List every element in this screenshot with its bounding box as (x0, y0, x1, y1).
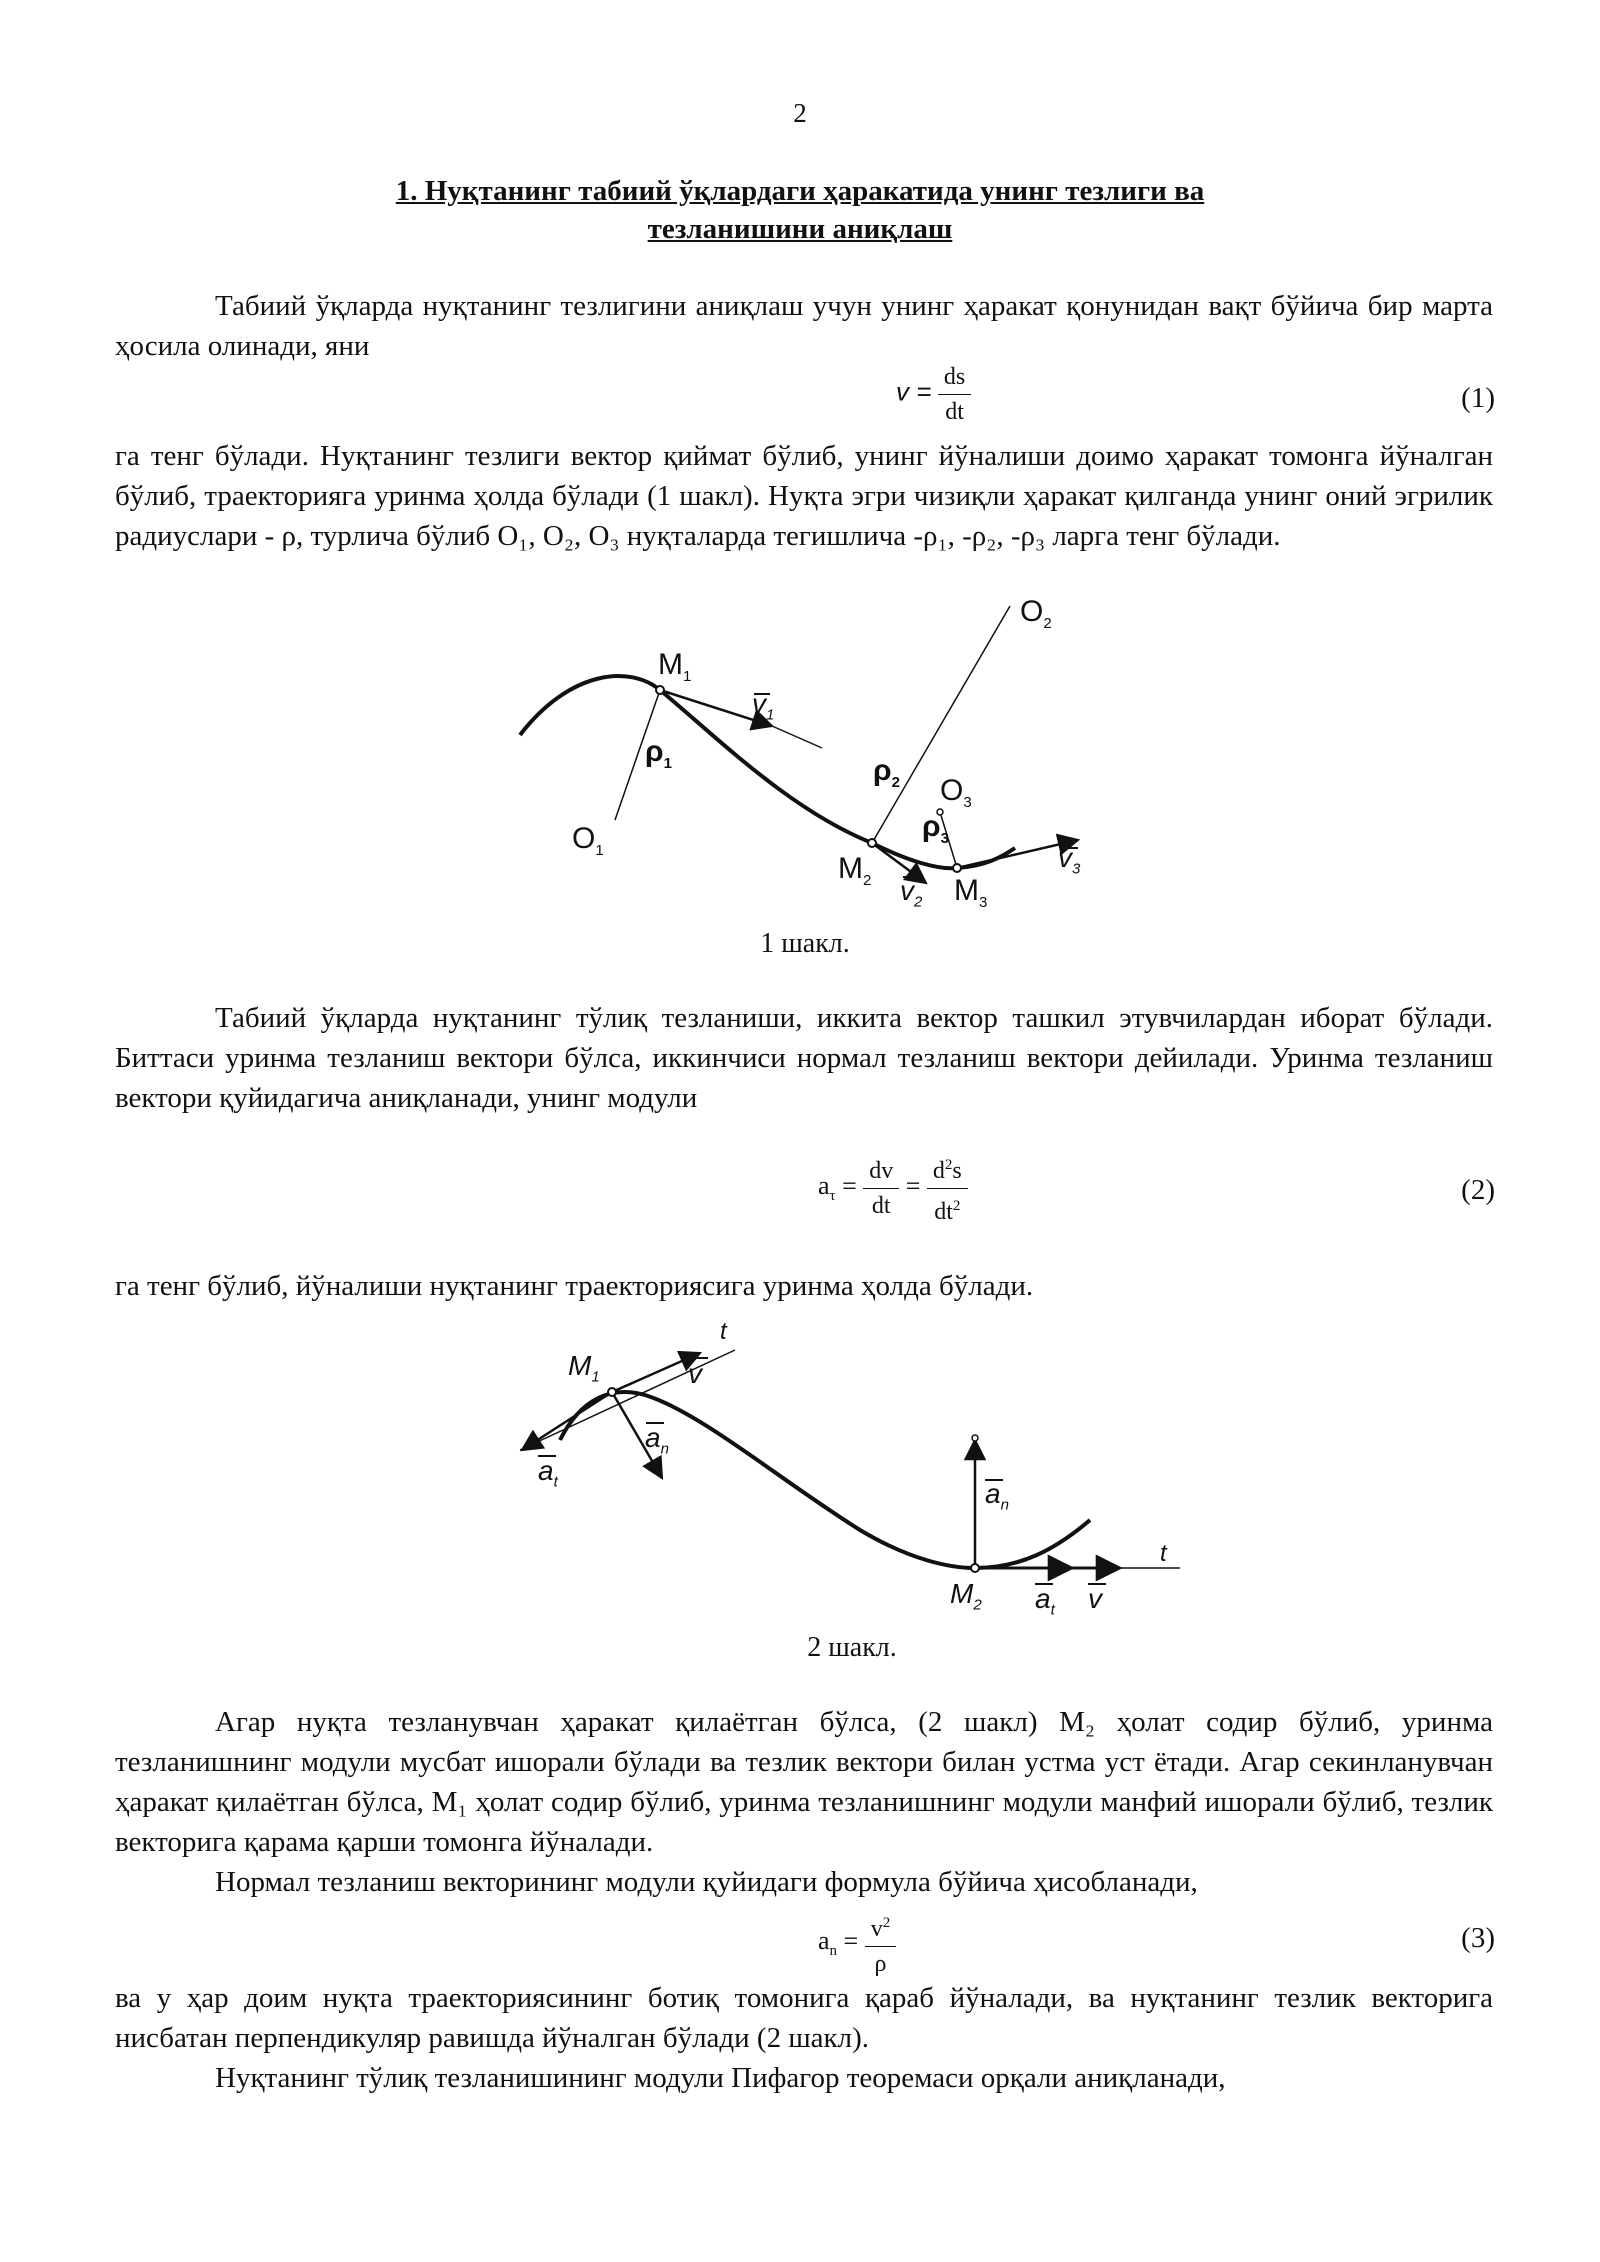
fig2-label-at-right: $a_t$ (1035, 1583, 1055, 1619)
paragraph-8: Нуқтанинг тўлиқ тезланишининг модули Пифагор теоремаси орқали аниқланади, (215, 2062, 1226, 2094)
fig2-M2-point (971, 1564, 979, 1572)
fig1-label-v3: $v_3$ (1058, 842, 1081, 878)
paragraph-5: Агар нуқта тезланувчан ҳаракат қилаётган бўлса, (2 шакл) M₂ ҳолат содир бўлиб, уринма тезланишнинг модули мусбат ишорали бўлади ва тезлик вектори билан устма уст ётади. Агар секинланувчан ҳаракат қилаётган бўлса, M₁ ҳолат содир бўлиб, уринма тезланишнинг модули манфий ишорали бўлиб, тезлик векторига қарама қарши томонга йўналади. (115, 1706, 1493, 1858)
eq2-denominator-1: dt (871, 1193, 891, 1219)
fig1-label-O3: $O_3$ (940, 774, 972, 811)
fig2-label-an-right: $a_n$ (985, 1478, 1009, 1514)
eq3-numerator: $v^2$ (865, 1908, 897, 1947)
fig1-label-O2: $O_2$ (1020, 595, 1052, 632)
fig1-label-v2: $v_2$ (900, 875, 923, 911)
fig2-label-t-top: t (720, 1318, 727, 1345)
equation-3 (818, 1908, 896, 1979)
fig2-at-vector-left (522, 1392, 612, 1450)
paragraph-6: Нормал тезланиш векторининг модули қуйидаги формула бўйича ҳисобланади, (215, 1866, 1198, 1898)
fig2-tangent-M1 (520, 1350, 735, 1450)
paragraph-7: ва у ҳар доим нуқта траекториясининг ботиқ томонига қараб йўналади, ва нуқтанинг тезлик векторига нисбатан перпендикуляр равишда йўналган бўлади (2 шакл). (115, 1982, 1493, 2054)
fig1-label-v1: $v_1$ (752, 688, 775, 724)
figure-2-caption: 2 шакл. (807, 1632, 897, 1663)
paragraph-3: Табиий ўқларда нуқтанинг тўлиқ тезланиши, иккита вектор ташкил этувчилардан иборат бўлади. Биттаси уринма тезланиш вектори бўлса, иккинчиси нормал тезланиш вектори дейилади. Уринма тезланиш вектори қуйидагича аниқланади, унинг модули (115, 1002, 1493, 1114)
paragraph-2: га тенг бўлади. Нуқтанинг тезлиги вектор қиймат бўлиб, унинг йўналиши доимо ҳаракат томонга йўналган бўлиб, траекторияга уринма ҳолда бўлади (1 шакл). Нуқта эгри чизиқли ҳаракат қилганда унинг оний эгрилик радиуслари - ρ, турлича бўлиб O₁, O₂, O₃ нуқталарда тегишлича -ρ₁, -ρ₂, -ρ₃ ларга тенг бўлади. (115, 440, 1493, 552)
paragraph-4: га тенг бўлиб, йўналиши нуқтанинг траекториясига уринма ҳолда бўлади. (115, 1270, 1034, 1302)
fig2-label-M1: $M_1$ (568, 1350, 600, 1386)
fig2-label-v-right: v (1088, 1583, 1102, 1614)
paragraph-1: Табиий ўқларда нуқтанинг тезлигини аниқлаш учун унинг ҳаракат қонунидан вақт бўйича бир марта ҳосила олинади, яни (115, 290, 1493, 362)
fig2-M1-point (608, 1388, 616, 1396)
figure-1-caption: 1 шакл. (760, 928, 850, 959)
fig2-an-right-tip (972, 1435, 978, 1441)
fig1-label-M3: $M_3$ (954, 874, 988, 911)
fig1-label-O1: $O_1$ (572, 822, 604, 859)
fig2-label-t-right: t (1160, 1540, 1167, 1567)
eq2-numerator-2: $d^2s$ (927, 1150, 968, 1189)
fig1-label-rho3: $\rho_3$ (922, 810, 949, 847)
fig2-label-M2: $M_2$ (950, 1578, 982, 1614)
fig1-label-M2: $M_2$ (838, 852, 872, 889)
eq3-denominator: ρ (874, 1951, 887, 1977)
eq2-equals-1: = (842, 1171, 857, 1201)
page-number: 2 (793, 98, 807, 128)
eq1-lhs: v = (896, 376, 932, 407)
eq2-lhs: $a_\tau$ (818, 1171, 836, 1205)
eq1-numerator: ds (938, 362, 971, 395)
fig2-label-at-left: $a_t$ (538, 1455, 558, 1491)
section-title-line2: тезланишини аниқлаш (647, 213, 953, 245)
fig2-label-an-left: $a_n$ (645, 1422, 669, 1458)
fig1-label-M1: $M_1$ (658, 648, 692, 685)
equation-1-number: (1) (1461, 382, 1495, 414)
fig1-label-rho1: $\rho_1$ (645, 735, 672, 772)
eq2-denominator-2: $dt^2$ (934, 1198, 961, 1225)
eq3-fraction (865, 1908, 897, 1979)
fig2-trajectory (560, 1392, 1090, 1568)
eq3-lhs: $a_n$ (818, 1926, 838, 1960)
fig1-label-rho2: $\rho_2$ (873, 754, 900, 791)
eq3-equals: = (843, 1926, 859, 1956)
equation-2-number: (2) (1461, 1174, 1495, 1206)
fig2-label-v-top: v (688, 1358, 702, 1389)
eq2-equals-2: = (905, 1171, 921, 1201)
eq1-denominator: dt (945, 399, 964, 425)
section-title-line1: 1. Нуқтанинг табиий ўқлардаги ҳаракатида унинг тезлиги ва (395, 175, 1205, 207)
eq2-numerator-1: dv (863, 1156, 899, 1189)
equation-3-number: (3) (1461, 1922, 1495, 1954)
